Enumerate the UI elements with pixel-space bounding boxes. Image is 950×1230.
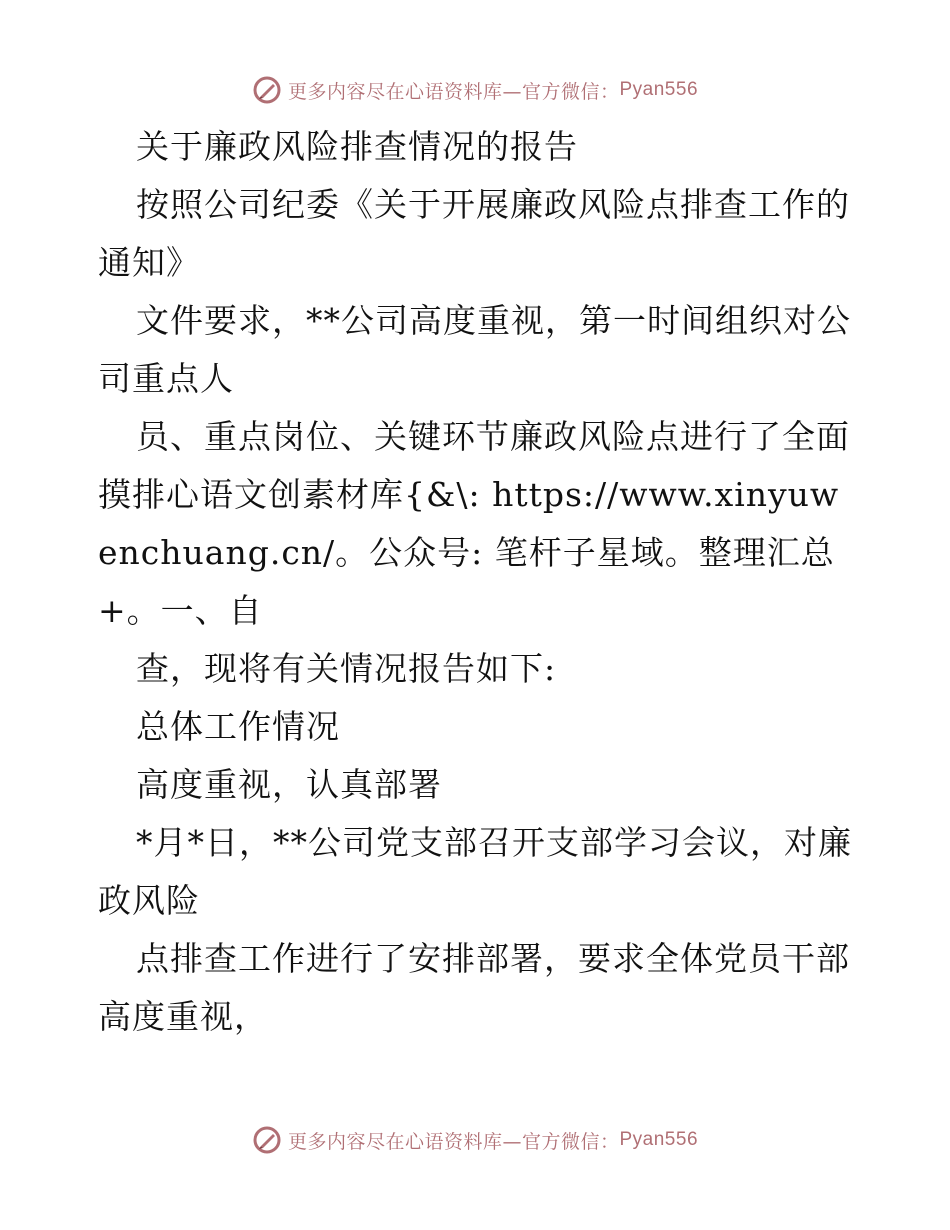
paragraph: 查，现将有关情况报告如下: xyxy=(136,649,557,688)
watermark-wechat-id: Pyan556 xyxy=(619,79,699,100)
paragraph: 文件要求，**公司高度重视，第一时间组织对公司重点人 xyxy=(98,301,851,398)
sub-heading: 高度重视，认真部署 xyxy=(136,765,442,804)
section-heading: 总体工作情况 xyxy=(136,707,340,746)
paragraph: 员、重点岗位、关键环节廉政风险点进行了全面摸排心语文创素材库{&\: https://www.xinyuwenchuang.cn/。公众号: 笔杆子星域。整理汇总+。一、自 xyxy=(98,417,850,630)
paragraph: 按照公司纪委《关于开展廉政风险点排查工作的通知》 xyxy=(98,185,850,282)
watermark-text: 更多内容尽在心语资料库—官方微信： xyxy=(287,80,620,103)
paragraph: *月*日，**公司党支部召开支部学习会议，对廉政风险 xyxy=(98,823,852,920)
paragraph: 点排查工作进行了安排部署，要求全体党员干部高度重视， xyxy=(98,939,850,1036)
pen-logo-icon xyxy=(252,1125,282,1155)
pen-logo-icon xyxy=(252,75,282,105)
footer-watermark xyxy=(0,1120,950,1160)
document-body xyxy=(98,118,858,1046)
document-title: 关于廉政风险排查情况的报告 xyxy=(136,127,578,166)
watermark-text: 更多内容尽在心语资料库—官方微信： xyxy=(287,1130,620,1153)
header-watermark xyxy=(0,70,950,110)
watermark-wechat-id: Pyan556 xyxy=(619,1129,699,1150)
